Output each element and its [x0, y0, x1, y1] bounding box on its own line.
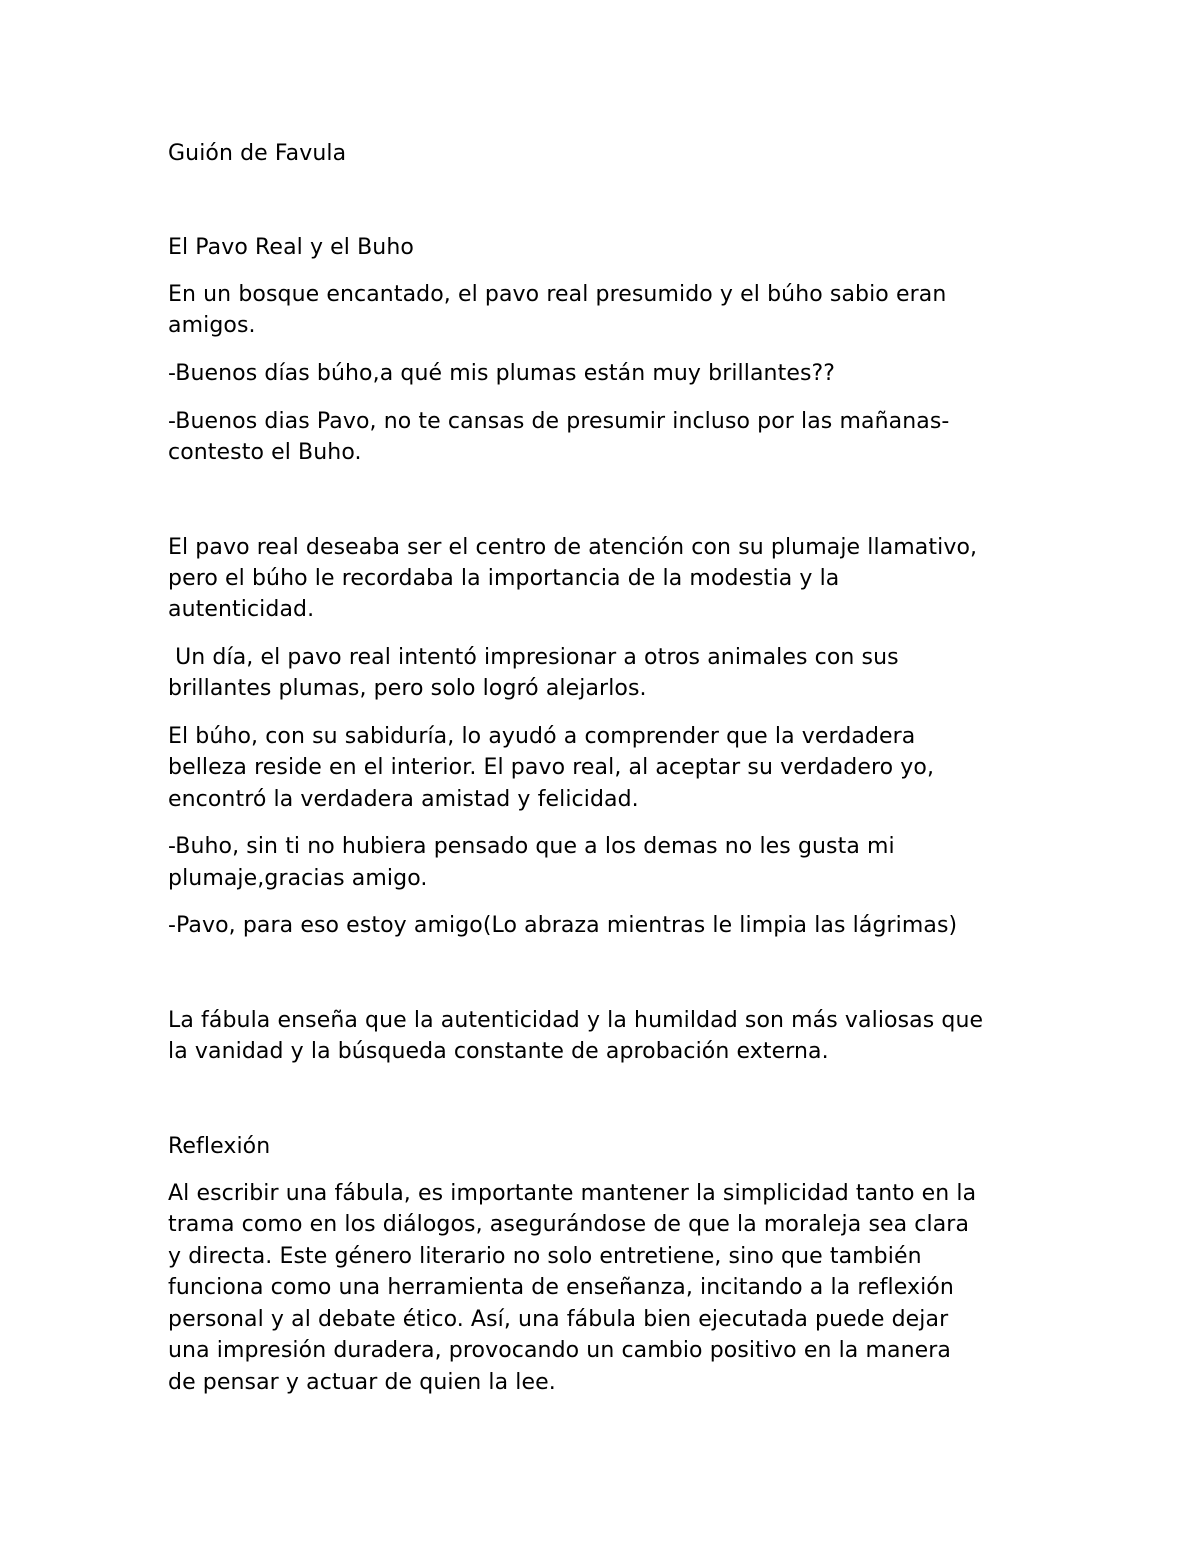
reflection-line: Al escribir una fábula, es importante mantener la simplicidad tanto en la — [168, 1181, 977, 1206]
paragraph-line: El búho, con su sabiduría, lo ayudó a comprender que la verdadera — [168, 724, 916, 749]
reflection-line: de pensar y actuar de quien la lee. — [168, 1370, 556, 1395]
reflection-line: funciona como una herramienta de enseñanza, incitando a la reflexión — [168, 1275, 954, 1300]
paragraph-line: brillantes plumas, pero solo logró alejarlos. — [168, 676, 647, 701]
dialogue-line: -Buho, sin ti no hubiera pensado que a los demas no les gusta mi — [168, 834, 895, 859]
dialogue-line: -Pavo, para eso estoy amigo(Lo abraza mientras le limpia las lágrimas) — [168, 913, 958, 938]
paragraph-line: El pavo real deseaba ser el centro de atención con su plumaje llamativo, — [168, 535, 978, 560]
reflection-line: trama como en los diálogos, asegurándose de que la moraleja sea clara — [168, 1212, 970, 1237]
reflection-line: personal y al debate ético. Así, una fábula bien ejecutada puede dejar — [168, 1307, 949, 1332]
paragraph-line: Un día, el pavo real intentó impresionar a otros animales con sus — [168, 645, 899, 670]
dialogue-line: -Buenos dias Pavo, no te cansas de presumir incluso por las mañanas- — [168, 409, 950, 434]
paragraph-line: amigos. — [168, 313, 256, 338]
document-title: Guión de Favula — [168, 141, 347, 166]
paragraph-line: pero el búho le recordaba la importancia de la modestia y la — [168, 566, 840, 591]
paragraph-line: En un bosque encantado, el pavo real presumido y el búho sabio eran — [168, 282, 947, 307]
dialogue-line: contesto el Buho. — [168, 440, 362, 465]
reflection-line: una impresión duradera, provocando un cambio positivo en la manera — [168, 1338, 951, 1363]
story-title: El Pavo Real y el Buho — [168, 235, 414, 260]
paragraph-line: belleza reside en el interior. El pavo real, al aceptar su verdadero yo, — [168, 755, 935, 780]
dialogue-line: plumaje,gracias amigo. — [168, 866, 428, 891]
moral-line: La fábula enseña que la autenticidad y la humildad son más valiosas que — [168, 1008, 984, 1033]
dialogue-line: -Buenos días búho,a qué mis plumas están muy brillantes?? — [168, 361, 836, 386]
moral-line: la vanidad y la búsqueda constante de aprobación externa. — [168, 1039, 829, 1064]
reflection-heading: Reflexión — [168, 1134, 271, 1159]
paragraph-line: encontró la verdadera amistad y felicidad. — [168, 787, 639, 812]
reflection-line: y directa. Este género literario no solo entretiene, sino que también — [168, 1244, 922, 1269]
paragraph-line: autenticidad. — [168, 597, 315, 622]
